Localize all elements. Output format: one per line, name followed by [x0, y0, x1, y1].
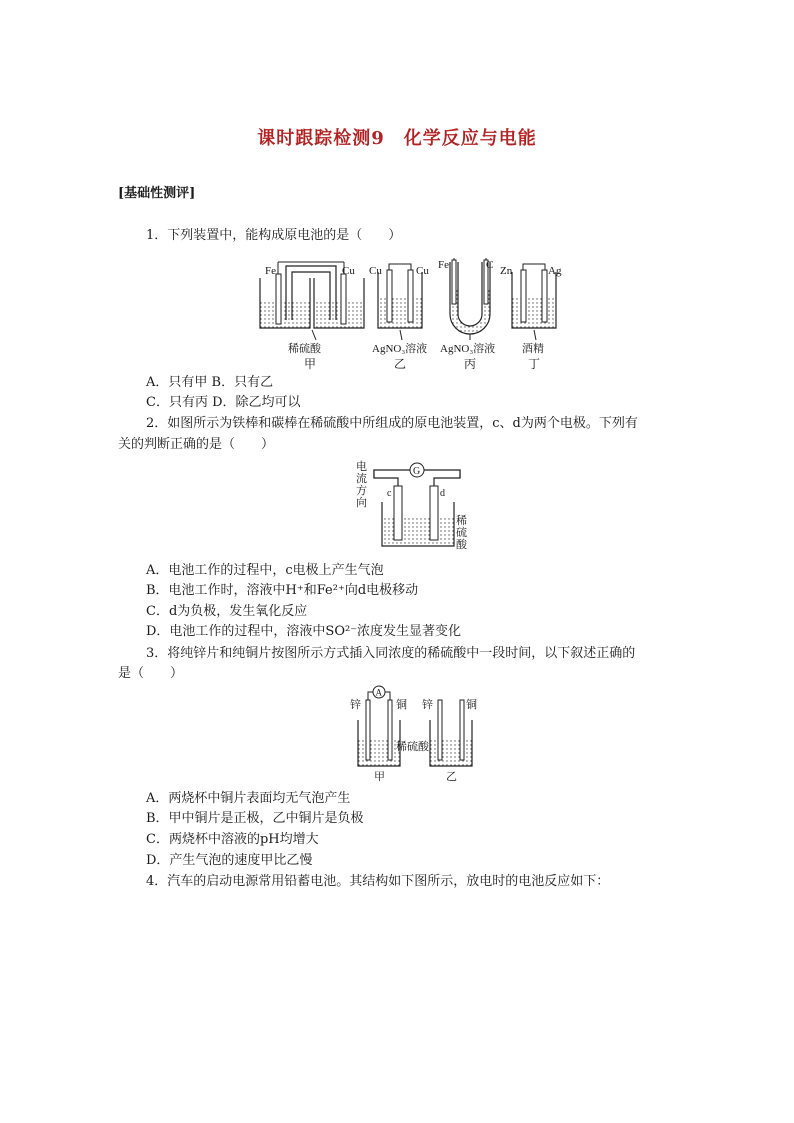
- caption-yi: 乙: [446, 771, 457, 783]
- solution-fill: [358, 740, 400, 766]
- label-c: C: [486, 259, 494, 271]
- solution-label: 硫: [456, 527, 467, 539]
- meter-label: G: [413, 466, 421, 477]
- label-cu: Cu: [369, 265, 382, 277]
- question-1-stem: 1．下列装置中，能构成原电池的是（ ）: [146, 228, 402, 243]
- solution-label: AgNO₃溶液: [372, 343, 428, 355]
- q3-option-b: B．甲中铜片是正极，乙中铜片是负极: [146, 811, 364, 826]
- q2-figure: [352, 458, 472, 552]
- label-cu: Cu: [416, 265, 429, 277]
- current-label: 方: [356, 485, 367, 497]
- electrode-label-c: c: [387, 488, 392, 499]
- question-3-stem-line2: 是（ ）: [118, 666, 184, 681]
- electrode-c: [394, 486, 402, 540]
- leader-line: [312, 330, 316, 340]
- caption-ding: 丁: [528, 357, 541, 370]
- solution-fill: [314, 302, 364, 328]
- label-ag: Ag: [548, 265, 562, 277]
- electrode-d: [430, 486, 438, 540]
- current-label: 向: [356, 497, 367, 509]
- q1-option-cd: C．只有丙 D．除乙均可以: [146, 395, 301, 410]
- q2-option-d: D．电池工作的过程中，溶液中SO²⁻浓度发生显著变化: [146, 624, 462, 639]
- label-zinc: 锌: [422, 699, 433, 711]
- electrode-zinc: [366, 700, 370, 760]
- electrode-cu: [341, 274, 346, 324]
- q3-figure: [346, 684, 486, 784]
- caption-bing: 丙: [464, 357, 477, 370]
- q3-option-d: D．产生气泡的速度甲比乙慢: [146, 853, 313, 868]
- label-fe: Fe: [265, 265, 276, 277]
- question-2-stem-line1: 2．如图所示为铁棒和碳棒在稀硫酸中所组成的原电池装置，c、d为两个电极。下列有: [146, 416, 638, 431]
- solution-fill: [260, 302, 310, 328]
- solution-label: 稀: [456, 515, 467, 527]
- label-copper: 铜: [466, 699, 477, 711]
- label-zinc: 锌: [350, 699, 361, 711]
- label-fe: Fe: [438, 259, 449, 271]
- electrode-zinc: [438, 700, 442, 760]
- solution-label: 稀硫酸: [396, 741, 429, 753]
- current-label: 流: [356, 473, 367, 485]
- question-2-stem-line2: 关的判断正确的是（ ）: [118, 437, 275, 452]
- current-label: 电: [356, 461, 367, 473]
- solution-label: 酒精: [522, 343, 544, 355]
- solution-fill: [512, 298, 556, 328]
- solution-label: 酸: [456, 539, 467, 551]
- solution-label: AgNO₃溶液: [440, 343, 496, 355]
- meter-label: A: [375, 687, 382, 698]
- electrode-copper: [388, 700, 392, 760]
- solution-label: 稀硫酸: [288, 343, 321, 355]
- solution-fill: [382, 518, 454, 546]
- caption-yi: 乙: [394, 357, 407, 370]
- question-4-stem: 4．汽车的启动电源常用铅蓄电池。其结构如下图所示，放电时的电池反应如下：: [146, 874, 610, 889]
- label-zn: Zn: [500, 265, 513, 277]
- solution-fill: [430, 740, 472, 766]
- apparatus-bing: [450, 258, 490, 340]
- q1-figure: [256, 258, 576, 370]
- electrode-label-d: d: [440, 488, 445, 499]
- q1-option-ab: A．只有甲 B．只有乙: [146, 375, 274, 390]
- q3-option-c: C．两烧杯中溶液的pH均增大: [146, 832, 319, 847]
- label-copper: 铜: [396, 699, 407, 711]
- q2-option-b: B．电池工作时，溶液中H⁺和Fe²⁺向d电极移动: [146, 583, 419, 598]
- page-title: 课时跟踪检测9 化学反应与电能: [257, 128, 537, 149]
- label-cu: Cu: [342, 265, 355, 277]
- caption-jia: 甲: [304, 357, 317, 370]
- solution-fill: [378, 298, 422, 328]
- caption-jia: 甲: [374, 771, 385, 783]
- electrode-copper: [460, 700, 464, 760]
- q2-option-c: C．d为负极，发生氧化反应: [146, 604, 308, 619]
- q2-option-a: A．电池工作的过程中，c电极上产生气泡: [146, 563, 384, 578]
- question-3-stem-line1: 3．将纯锌片和纯铜片按图所示方式插入同浓度的稀硫酸中一段时间，以下叙述正确的: [146, 646, 636, 661]
- q3-option-a: A．两烧杯中铜片表面均无气泡产生: [146, 791, 351, 806]
- section-heading: [基础性测评]: [118, 186, 196, 201]
- electrode-fe: [276, 274, 281, 324]
